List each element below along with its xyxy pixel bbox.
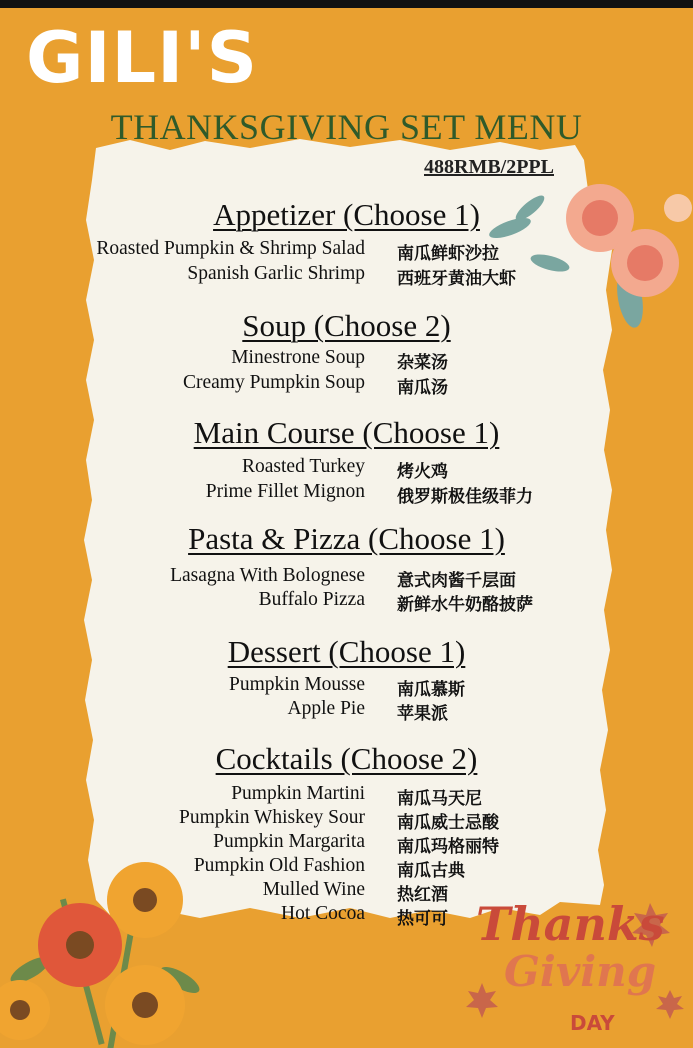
item-name-cn: 苹果派 [397,704,448,724]
menu-item [0,347,693,371]
badge-line-day: DAY [570,1011,615,1035]
item-name-cn: 俄罗斯极佳级菲力 [397,487,533,507]
section-title-appetizer: Appetizer (Choose 1) [213,197,480,232]
menu-item [0,698,693,722]
item-name-en: Apple Pie [287,698,365,719]
item-name-en: Buffalo Pizza [258,589,365,610]
item-name-cn: 杂菜汤 [397,353,448,373]
item-name-cn: 意式肉酱千层面 [397,571,516,591]
section-title-soup: Soup (Choose 2) [242,308,451,343]
flower-bouquet-icon [480,168,693,338]
menu-title: THANKSGIVING SET MENU [110,107,583,147]
badge-line-giving: Giving [504,947,657,996]
section-title-main-course: Main Course (Choose 1) [193,415,500,450]
item-name-cn: 南瓜慕斯 [397,680,465,700]
item-name-en: Pumpkin Margarita [213,831,365,852]
menu-item [0,481,693,505]
sunflower-bouquet-icon [0,860,220,1048]
item-name-en: Creamy Pumpkin Soup [182,372,365,393]
item-name-cn: 南瓜玛格丽特 [397,837,499,857]
menu-item [0,783,693,807]
menu-item [0,372,693,396]
item-name-en: Mulled Wine [262,879,365,900]
item-name-en: Minestrone Soup [231,347,365,368]
menu-item [0,456,693,480]
brand-logo-text: GILI'S [26,17,258,99]
item-name-en: Lasagna With Bolognese [170,565,365,586]
item-name-en: Prime Fillet Mignon [205,481,365,502]
item-name-en: Pumpkin Martini [231,783,365,804]
menu-item [0,674,693,698]
item-name-cn: 热红酒 [397,885,448,905]
item-name-cn: 烤火鸡 [397,462,448,482]
price-label: 488RMB/2PPL [424,156,554,178]
item-name-cn: 热可可 [397,909,448,929]
menu-item [0,807,693,831]
item-name-en: Roasted Turkey [242,456,365,477]
section-title-cocktails: Cocktails (Choose 2) [215,741,478,776]
item-name-cn: 南瓜古典 [397,861,465,881]
section-title-pasta-pizza: Pasta & Pizza (Choose 1) [188,521,505,556]
item-name-en: Pumpkin Mousse [229,674,365,695]
menu-item [0,831,693,855]
item-name-cn: 南瓜马天尼 [397,789,482,809]
item-name-en: Hot Cocoa [281,903,365,924]
item-name-en: Pumpkin Old Fashion [193,855,365,876]
item-name-en: Roasted Pumpkin & Shrimp Salad [96,238,365,259]
item-name-en: Spanish Garlic Shrimp [187,263,365,284]
menu-item [0,589,693,613]
item-name-cn: 南瓜汤 [397,378,448,398]
section-title-dessert: Dessert (Choose 1) [227,634,466,669]
item-name-cn: 新鲜水牛奶酪披萨 [397,595,533,615]
badge-line-thanks: Thanks [476,897,665,951]
thanksgiving-day-badge [460,895,690,1045]
menu-item [0,565,693,589]
item-name-cn: 南瓜鲜虾沙拉 [397,244,499,264]
item-name-cn: 南瓜威士忌酸 [397,813,499,833]
item-name-cn: 西班牙黄油大虾 [397,269,516,289]
item-name-en: Pumpkin Whiskey Sour [179,807,365,828]
